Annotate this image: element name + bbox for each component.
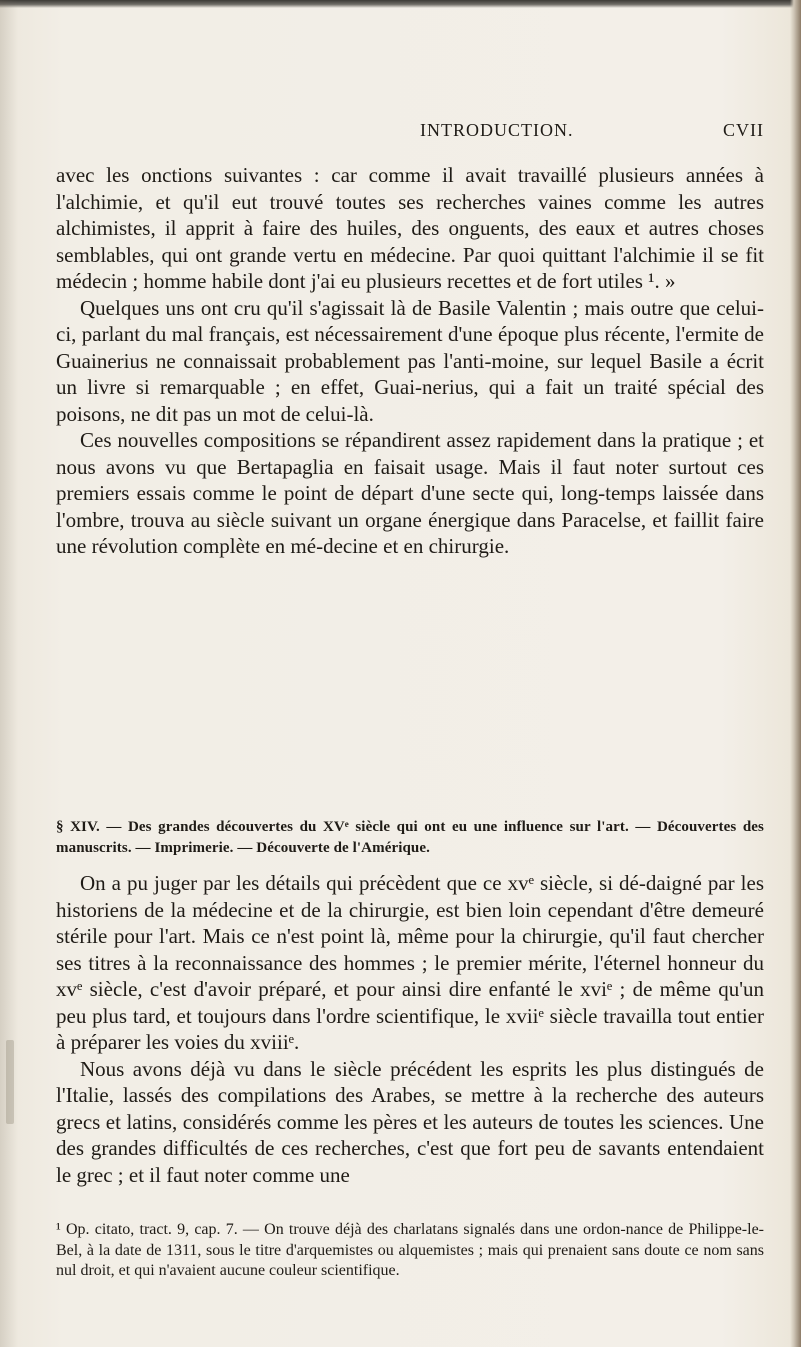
- paragraph-1: avec les onctions suivantes : car comme il avait travaillé plusieurs années à l'alchimie, et qu'il eut trouvé toutes ses recherches vaines comme les autres alchimistes, il apprit à faire des huiles, des onguents, des eaux et autres choses semblables, qui ont grande vertu en médecine. Par quoi quittant l'alchimie il se fit médecin ; homme habile dont j'ai eu plusieurs recettes et de fort utiles ¹. »: [56, 163, 764, 293]
- running-head: INTRODUCTION.: [420, 120, 574, 140]
- paragraph-4: On a pu juger par les détails qui précèdent que ce xvᵉ siècle, si dé-daigné par les historiens de la médecine et de la chirurgie, est bien loin cependant d'être demeuré stérile pour l'art. Mais ce n'est point là, même pour la chirurgie, qu'il faut chercher ses titres à la reconnaissance des hommes ; le premier mérite, l'éternel honneur du xvᵉ siècle, c'est d'avoir préparé, et pour ainsi dire enfanté le xviᵉ ; de même qu'un peu plus tard, et toujours dans l'ordre scientifique, le xviiᵉ siècle travailla tout entier à préparer les voies du xviiiᵉ.: [56, 871, 764, 1054]
- page-top-shadow: [0, 0, 801, 8]
- footnote: ¹ Op. citato, tract. 9, cap. 7. — On trouve déjà des charlatans signalés dans une ordon-nance de Philippe-le-Bel, à la date de 1311, sous le titre d'arquemistes ou alquemistes ; mais qui prenaient sans doute ce nom sans nul droit, et qui n'avaient aucune couleur scientifique.: [56, 1221, 764, 1279]
- page-right-edge: [790, 0, 801, 1347]
- paragraph-3: Ces nouvelles compositions se répandirent assez rapidement dans la pratique ; et nous avons vu que Bertapaglia en faisait usage. Mais il faut noter surtout ces premiers essais comme le point de départ d'une secte qui, long-temps laissée dans l'ombre, trouva au siècle suivant un organe énergique dans Paracelse, et faillit faire une révolution complète en mé-decine et en chirurgie.: [56, 428, 764, 558]
- left-margin-mark: [6, 1040, 14, 1124]
- bottom-text-block: [56, 870, 764, 1188]
- page-header: [420, 120, 764, 146]
- page-number: CVII: [723, 120, 764, 140]
- page-left-shadow: [0, 0, 18, 1347]
- section-heading: § XIV. — Des grandes découvertes du XVᵉ siècle qui ont eu une influence sur l'art. — Découvertes des manuscrits. — Imprimerie. — Découverte de l'Amérique.: [56, 819, 764, 856]
- paragraph-2: Quelques uns ont cru qu'il s'agissait là de Basile Valentin ; mais outre que celui-ci, parlant du mal français, est nécessairement d'une époque plus récente, l'ermite de Guainerius ne connaissait probablement pas l'anti-moine, sur lequel Basile a écrit un livre si remarquable ; en effet, Guai-nerius, qui a fait un traité spécial des poisons, ne dit pas un mot de celui-là.: [56, 295, 764, 426]
- paragraph-5: Nous avons déjà vu dans le siècle précédent les esprits les plus distingués de l'Italie, lassés des compilations des Arabes, se mettre à la recherche des auteurs grecs et latins, considérés comme les pères et les auteurs de toutes les sciences. Une des grandes difficultés de ces recherches, c'est que fort peu de savants entendaient le grec ; et il faut noter comme une: [56, 1056, 764, 1187]
- top-text-block: [56, 162, 764, 560]
